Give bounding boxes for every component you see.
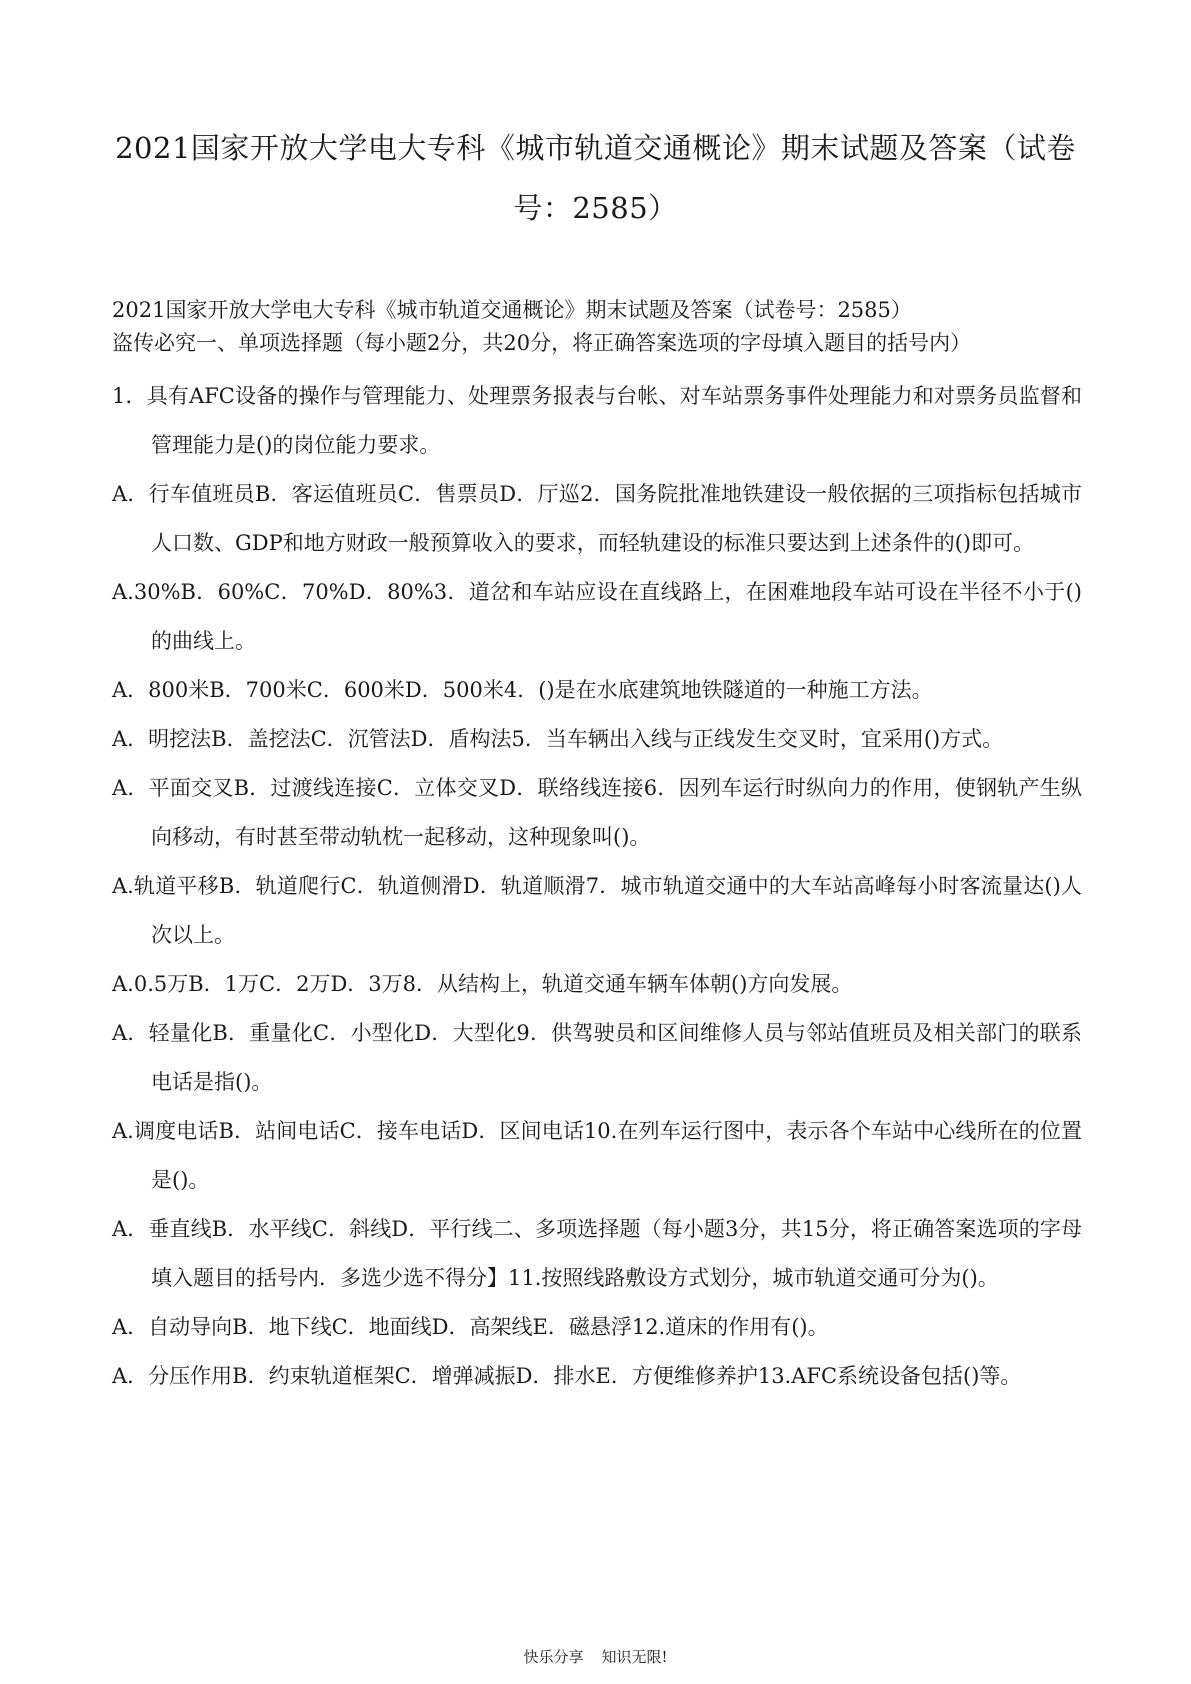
question-paragraph: A．分压作用B．约束轨道框架C．增弹减振D．排水E．方便维修养护13.AFC系统设备包括()等。 bbox=[112, 1364, 1022, 1388]
question-paragraph: A.轨道平移B．轨道爬行C．轨道侧滑D．轨道顺滑7．城市轨道交通中的大车站高峰每小时客流量达()人次以上。 bbox=[112, 874, 1082, 947]
footer-left-text: 快乐分享 bbox=[523, 1648, 584, 1666]
question-paragraph: A．垂直线B．水平线C．斜线D．平行线二、多项选择题（每小题3分，共15分，将正确答案选项的字母填入题目的括号内．多选少选不得分】11.按照线路敷设方式划分，城市轨道交通可分为()。 bbox=[112, 1217, 1082, 1290]
question-paragraph: A．平面交叉B．过渡线连接C．立体交叉D．联络线连接6．因列车运行时纵向力的作用，使钢轨产生纵向移动，有时甚至带动轨枕一起移动，这种现象叫()。 bbox=[112, 776, 1082, 849]
question-paragraph: 1．具有AFC设备的操作与管理能力、处理票务报表与台帐、对车站票务事件处理能力和对票务员监督和管理能力是()的岗位能力要求。 bbox=[112, 384, 1082, 457]
question-paragraph: A.调度电话B．站间电话C．接车电话D．区间电话10.在列车运行图中，表示各个车站中心线所在的位置是()。 bbox=[112, 1119, 1082, 1192]
question-paragraph: A.0.5万B．1万C．2万D．3万8．从结构上，轨道交通车辆车体朝()方向发展。 bbox=[112, 972, 853, 996]
question-paragraph: A．自动导向B．地下线C．地面线D．高架线E．磁悬浮12.道床的作用有()。 bbox=[112, 1315, 829, 1339]
question-paragraph: A．明挖法B．盖挖法C．沉管法D．盾构法5．当车辆出入线与正线发生交叉时，宜采用()方式。 bbox=[112, 727, 1004, 751]
question-paragraph: A．行车值班员B．客运值班员C．售票员D．厅巡2．国务院批准地铁建设一般依据的三项指标包括城市人口数、GDP和地方财政一般预算收入的要求，而轻轨建设的标准只要达到上述条件的()即可。 bbox=[112, 482, 1082, 555]
question-paragraph: A．轻量化B．重量化C．小型化D．大型化9．供驾驶员和区间维修人员与邻站值班员及相关部门的联系电话是指()。 bbox=[112, 1021, 1082, 1094]
section-heading: 盗传必究一、单项选择题（每小题2分，共20分，将正确答案选项的字母填入题目的括号内） bbox=[112, 331, 972, 355]
footer-right-text: 知识无限! bbox=[601, 1648, 668, 1666]
document-title: 2021国家开放大学电大专科《城市轨道交通概论》期末试题及答案（试卷号：2585） bbox=[115, 131, 1076, 225]
subtitle-line: 2021国家开放大学电大专科《城市轨道交通概论》期末试题及答案（试卷号：2585） bbox=[112, 298, 912, 322]
question-paragraph: A．800米B．700米C．600米D．500米4．()是在水底建筑地铁隧道的一种施工方法。 bbox=[112, 678, 933, 702]
question-paragraph: A.30%B．60%C．70%D．80%3．道岔和车站应设在直线路上，在困难地段车站可设在半径不小于()的曲线上。 bbox=[112, 580, 1082, 653]
document-body bbox=[112, 294, 1082, 1401]
page-footer bbox=[0, 1646, 1191, 1667]
